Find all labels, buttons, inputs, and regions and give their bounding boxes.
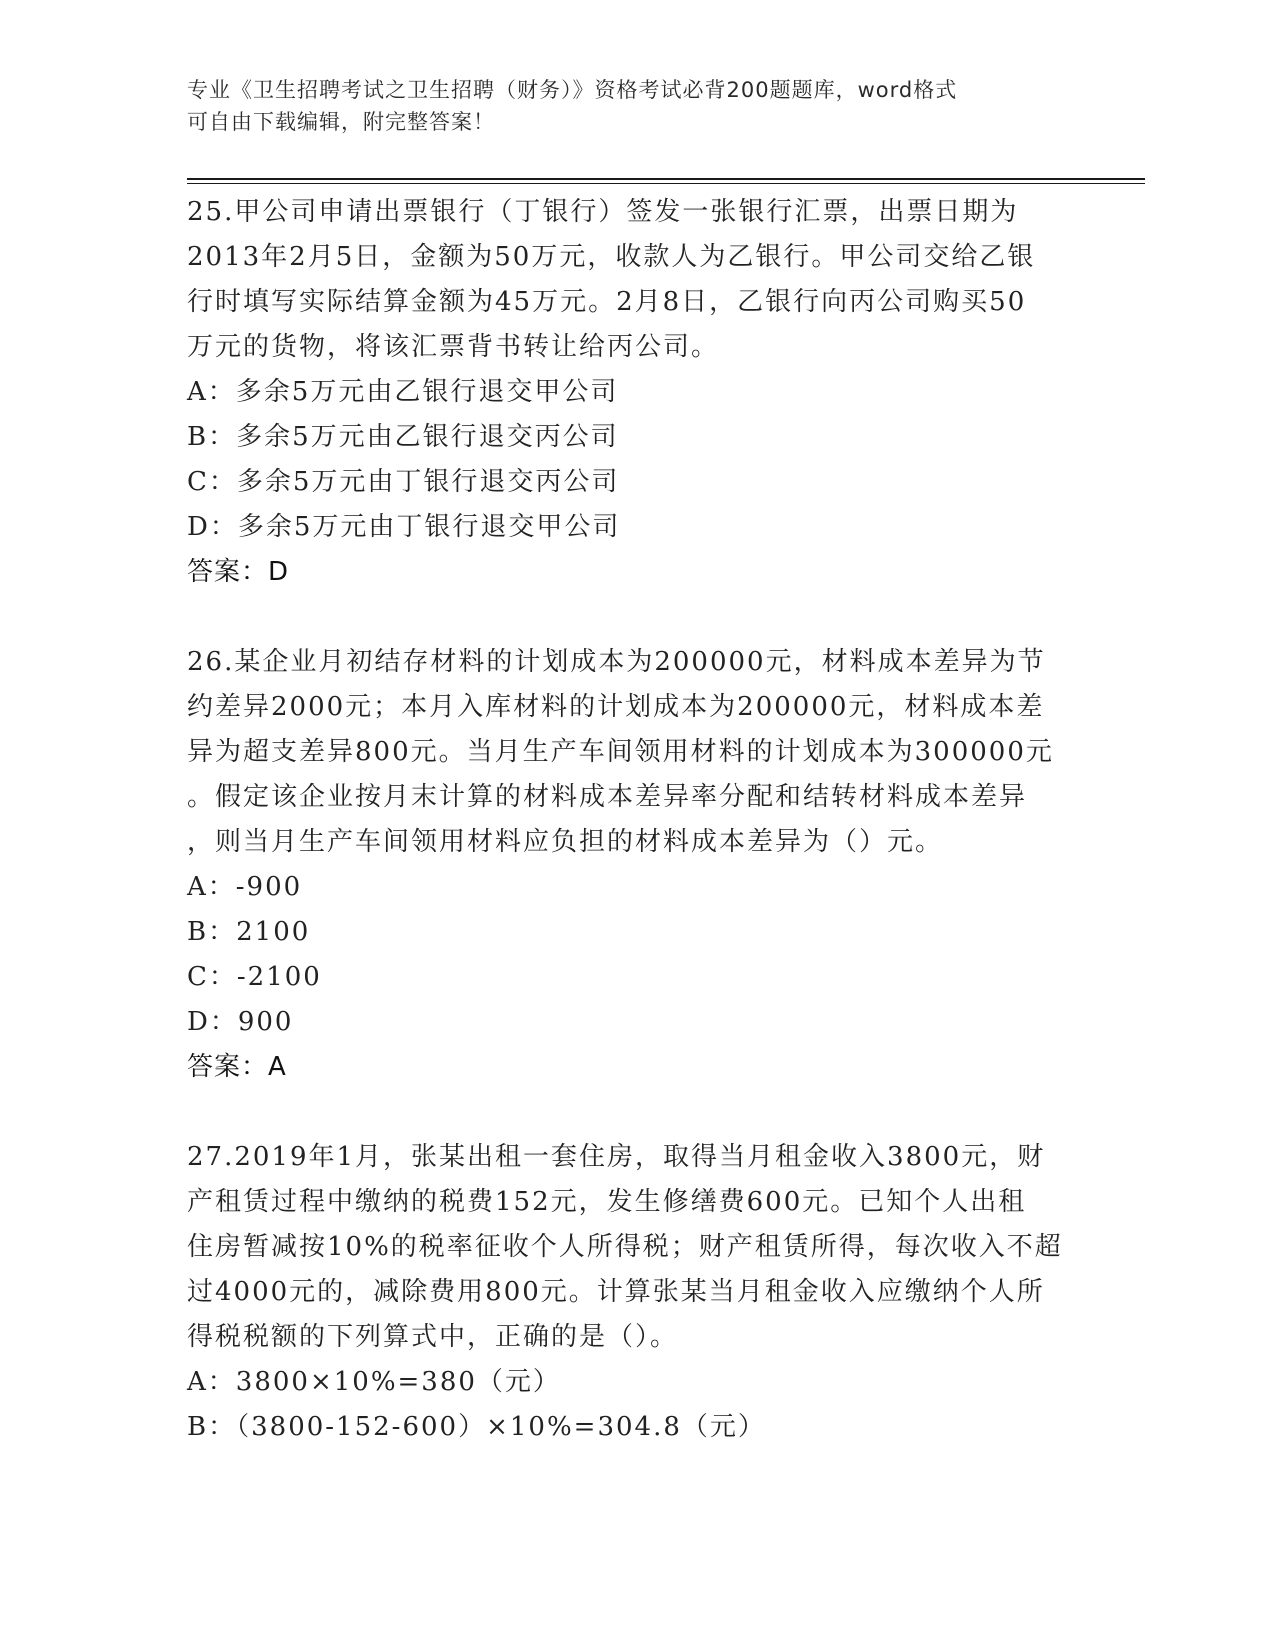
option-a: A：-900 [187, 872, 303, 902]
question-stem-line: 27.2019年1月，张某出租一套住房，取得当月租金收入3800元，财 [187, 1142, 1046, 1172]
question-stem-line: 约差异2000元；本月入库材料的计划成本为200000元，材料成本差 [187, 692, 1045, 722]
question-25 [187, 190, 1087, 595]
header-divider-thick [187, 178, 1145, 180]
question-stem-line: 住房暂减按10%的税率征收个人所得税；财产租赁所得，每次收入不超 [187, 1232, 1063, 1262]
option-d: D：多余5万元由丁银行退交甲公司 [187, 512, 621, 542]
question-stem-line: 得税税额的下列算式中，正确的是（）。 [187, 1322, 679, 1352]
header-divider-thin [187, 183, 1145, 184]
option-d: D：900 [187, 1007, 294, 1037]
option-b: B：（3800-152-600）×10%=304.8（元） [187, 1412, 766, 1442]
header-line-1: 专业《卫生招聘考试之卫生招聘（财务）》资格考试必背200题题库，word格式 [187, 78, 958, 102]
question-27 [187, 1135, 1087, 1450]
answer-label: 答案：A [187, 1052, 287, 1082]
option-c: C：-2100 [187, 962, 322, 992]
option-b: B：多余5万元由乙银行退交丙公司 [187, 422, 619, 452]
question-26 [187, 640, 1087, 1090]
header-line-2: 可自由下载编辑，附完整答案！ [187, 110, 495, 134]
question-stem-line: 行时填写实际结算金额为45万元。2月8日，乙银行向丙公司购买50 [187, 287, 1027, 317]
answer-label: 答案：D [187, 557, 290, 587]
question-stem-line: 26.某企业月初结存材料的计划成本为200000元，材料成本差异为节 [187, 647, 1046, 677]
question-spacer [187, 595, 1087, 640]
question-stem-line: 异为超支差异800元。当月生产车间领用材料的计划成本为300000元 [187, 737, 1054, 767]
question-stem-line: 25.甲公司申请出票银行（丁银行）签发一张银行汇票，出票日期为 [187, 197, 1019, 227]
question-stem-line: 2013年2月5日，金额为50万元，收款人为乙银行。甲公司交给乙银 [187, 242, 1036, 272]
option-b: B：2100 [187, 917, 311, 947]
question-stem-line: ，则当月生产车间领用材料应负担的材料成本差异为（）元。 [187, 827, 944, 857]
question-stem-line: 万元的货物，将该汇票背书转让给丙公司。 [187, 332, 720, 362]
question-stem-line: 过4000元的，减除费用800元。计算张某当月租金收入应缴纳个人所 [187, 1277, 1045, 1307]
question-spacer [187, 1090, 1087, 1135]
question-list [187, 190, 1087, 1450]
page-header [187, 74, 1087, 138]
option-c: C：多余5万元由丁银行退交丙公司 [187, 467, 620, 497]
option-a: A：多余5万元由乙银行退交甲公司 [187, 377, 619, 407]
option-a: A：3800×10%=380（元） [187, 1367, 561, 1397]
question-stem-line: 。假定该企业按月末计算的材料成本差异率分配和结转材料成本差异 [187, 782, 1028, 812]
question-stem-line: 产租赁过程中缴纳的税费152元，发生修缮费600元。已知个人出租 [187, 1187, 1027, 1217]
